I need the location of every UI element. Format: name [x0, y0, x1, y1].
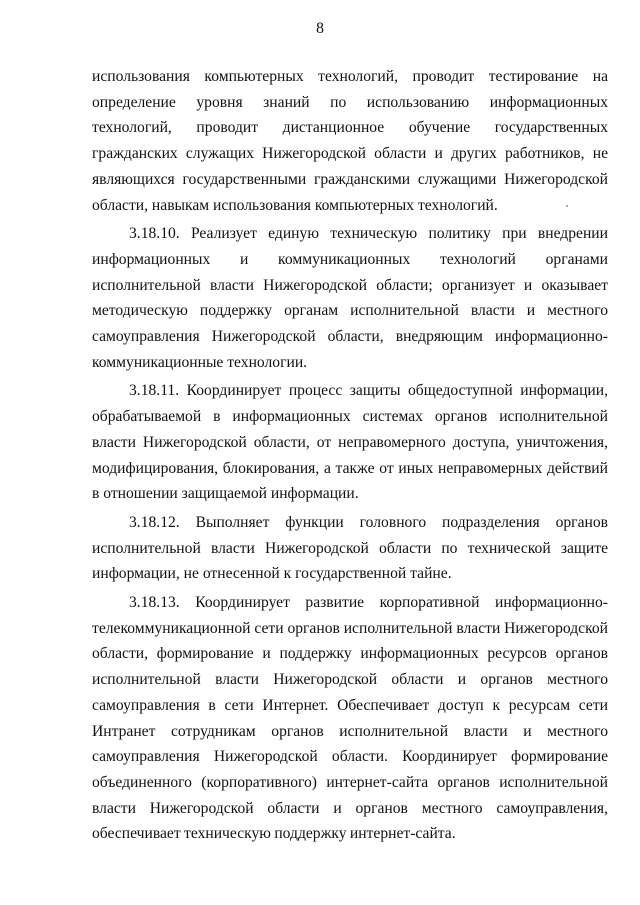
paragraph-3-18-11: 3.18.11. Координирует процесс защиты общедоступной информации, обрабатываемой в информационных системах органов исполнительной власти Нижегородской области, от неправомерного доступа, уничтожения, модифицирования, блокирования, а также от иных неправомерных действий в отношении защищаемой информации. — [92, 382, 608, 503]
paragraph-3-18-13: 3.18.13. Координирует развитие корпоративной информационно-телекоммуникационной сети органов исполнительной власти Нижегородской области, формирование и поддержку информационных ресурсов органов исполнительной власти Нижегородской области и органов местного самоуправления в сети Интернет. Обеспечивает доступ к ресурсам сети Интранет сотрудникам органов исполнительной власти и местного самоуправления Нижегородской области. Координирует формирование объединенного (корпоративного) интернет-сайта органов исполнительной власти Нижегородской области и органов местного самоуправления, обеспечивает техническую поддержку интернет-сайта. — [92, 594, 608, 843]
page-number: 8 — [316, 20, 324, 37]
paragraph-3-18-10: 3.18.10. Реализует единую техническую политику при внедрении информационных и коммуникационных технологий органами исполнительной власти Нижегородской области; организует и оказывает методическую поддержку органам исполнительной власти и местного самоуправления Нижегородской области, внедряющим информационно-коммуникационные технологии. — [92, 225, 608, 371]
paragraph-continuation: использования компьютерных технологий, проводит тестирование на определение уровня знаний по использованию информационных технологий, проводит дистанционное обучение государственных гражданских служащих Нижегородской области и других работников, не являющихся государственными гражданскими служащими Нижегородской области, навыкам использования компьютерных технологий. — [92, 68, 608, 214]
document-body — [92, 64, 608, 848]
paragraph-3-18-12: 3.18.12. Выполняет функции головного подразделения органов исполнительной власти Нижегородской области по технической защите информации, не отнесенной к государственной тайне. — [92, 513, 608, 583]
scan-speck — [566, 205, 568, 207]
